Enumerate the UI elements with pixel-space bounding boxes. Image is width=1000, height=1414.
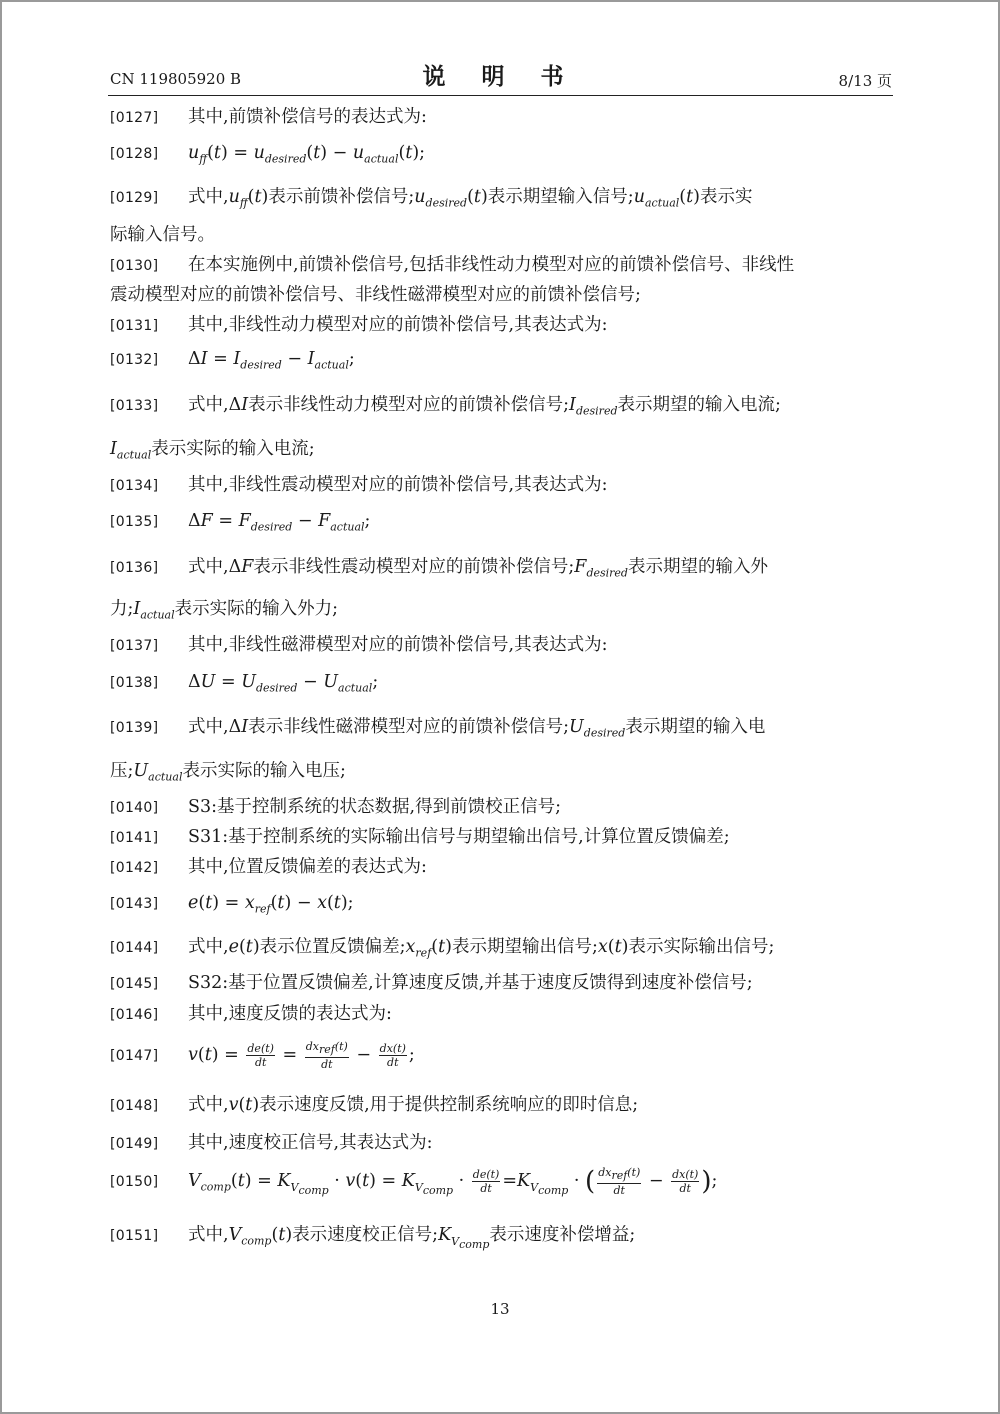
paragraph-text: 表示前馈补偿信号; — [268, 187, 415, 207]
paragraph-number: [0128] — [110, 146, 159, 162]
paragraph-text: 式中, — [188, 1225, 229, 1245]
paragraph-0134 — [110, 466, 893, 505]
paragraph-0151 — [110, 1216, 893, 1264]
paragraph-text: 表示期望输出信号; — [451, 937, 598, 957]
paragraph-text: 其中,非线性震动模型对应的前馈补偿信号,其表达式为: — [188, 475, 608, 495]
paragraph-text: 表示期望的输入电流; — [617, 395, 781, 415]
paragraph-text: 表示速度反馈,用于提供控制系统响应的即时信息; — [259, 1095, 639, 1115]
fraction: $\frac{dx_{ref}(t)}{dt}$ — [598, 1166, 641, 1197]
symbol-iactual: $I_{actual}$ — [110, 439, 152, 462]
paragraph-text: S3:基于控制系统的状态数据,得到前馈校正信号; — [188, 797, 561, 817]
paragraph-text: 表示实际输出信号; — [628, 937, 775, 957]
formula-e: $e(t) = x_{ref}(t) - x(t)$; — [188, 893, 354, 916]
paragraph-number: [0131] — [110, 318, 159, 334]
paragraph-number: [0147] — [110, 1048, 159, 1064]
paragraph-text: 式中, — [188, 187, 229, 207]
symbol-v: v(t) — [228, 1095, 260, 1115]
paragraph-number: [0130] — [110, 258, 159, 274]
paragraph-text: 式中, — [188, 717, 229, 737]
symbol-uactual: $U_{actual}$ — [133, 761, 183, 784]
paragraph-text: 式中, — [188, 395, 229, 415]
paragraph-number: [0148] — [110, 1098, 159, 1114]
formula-uff: $u_{ff}(t) = u_{desired}(t) - u_{actual}(t)$; — [188, 143, 426, 166]
symbol-delta-f: ΔF — [228, 557, 254, 577]
paragraph-text: 表示期望输入信号; — [487, 187, 634, 207]
symbol-udesired: $u_{desired}(t)$ — [414, 187, 488, 210]
paragraph-text: 其中,速度反馈的表达式为: — [188, 1004, 392, 1024]
paragraph-text: 其中,位置反馈偏差的表达式为: — [188, 857, 427, 877]
paragraph-text: 表示非线性动力模型对应的前馈补偿信号; — [248, 395, 570, 415]
paragraph-text: 表示实际的输入外力; — [174, 599, 339, 619]
document-title: 说 明 书 — [422, 63, 578, 90]
paragraph-0127 — [110, 98, 893, 137]
paragraph-0133 — [110, 386, 893, 431]
paragraph-text: 表示速度校正信号; — [292, 1225, 439, 1245]
header-rule — [108, 95, 893, 96]
fraction: $\frac{dx(t)}{dt}$ — [672, 1168, 699, 1195]
paragraph-0142 — [110, 848, 893, 887]
paragraph-text: 震动模型对应的前馈补偿信号、非线性磁滞模型对应的前馈补偿信号; — [110, 285, 641, 305]
symbol-x: x(t) — [597, 937, 629, 957]
paragraph-text: 式中, — [188, 557, 229, 577]
paragraph-0143 — [110, 884, 893, 929]
paragraph-text: 表示实际的输入电流; — [151, 439, 315, 459]
paragraph-number: [0144] — [110, 940, 159, 956]
formula-delta-i: $\Delta I = I_{desired} - I_{actual}$; — [188, 349, 355, 372]
paragraph-text: 表示非线性磁滞模型对应的前馈补偿信号; — [248, 717, 570, 737]
paragraph-0137 — [110, 626, 893, 665]
paragraph-text: 压; — [110, 761, 134, 781]
paragraph-0146 — [110, 995, 893, 1034]
paragraph-text: 力; — [110, 599, 134, 619]
paragraph-number: [0127] — [110, 110, 159, 126]
paragraph-number: [0145] — [110, 976, 159, 992]
symbol-uactual: $u_{actual}(t)$ — [633, 187, 700, 210]
paragraph-text: 际输入信号。 — [110, 225, 215, 245]
paragraph-text: 其中,前馈补偿信号的表达式为: — [188, 107, 427, 127]
paragraph-text: S31:基于控制系统的实际输出信号与期望输出信号,计算位置反馈偏差; — [188, 827, 730, 847]
paragraph-text: 表示实际的输入电压; — [182, 761, 346, 781]
symbol-udesired: $U_{desired}$ — [569, 717, 626, 740]
paragraph-number: [0136] — [110, 560, 159, 576]
paragraph-text: 表示实 — [699, 187, 753, 207]
paragraph-0128 — [110, 134, 893, 179]
paragraph-number: [0135] — [110, 514, 159, 530]
paragraph-number: [0150] — [110, 1174, 159, 1190]
paragraph-text: 其中,速度校正信号,其表达式为: — [188, 1133, 433, 1153]
page-number: 13 — [490, 1300, 510, 1318]
paragraph-0148 — [110, 1086, 893, 1125]
fraction: $\frac{de(t)}{dt}$ — [247, 1042, 274, 1069]
paragraph-number: [0151] — [110, 1228, 159, 1244]
paragraph-0139 — [110, 708, 893, 753]
paragraph-number: [0149] — [110, 1136, 159, 1152]
paragraph-text: 表示速度补偿增益; — [489, 1225, 636, 1245]
paragraph-0135 — [110, 502, 893, 547]
fraction: $\frac{dx(t)}{dt}$ — [379, 1042, 406, 1069]
page-indicator: 8/13 页 — [838, 72, 892, 90]
paragraph-number: [0132] — [110, 352, 159, 368]
paragraph-text: 其中,非线性磁滞模型对应的前馈补偿信号,其表达式为: — [188, 635, 608, 655]
paragraph-text: 在本实施例中,前馈补偿信号,包括非线性动力模型对应的前馈补偿信号、非线性 — [188, 255, 795, 275]
formula-delta-f: $\Delta F = F_{desired} - F_{actual}$; — [188, 511, 371, 534]
paragraph-number: [0134] — [110, 478, 159, 494]
paragraph-number: [0139] — [110, 720, 159, 736]
symbol-vcomp: $V_{comp}(t)$ — [228, 1225, 293, 1248]
formula-v: v(t) = $\frac{de(t)}{dt}$ = $\frac{dx_{ref}(t)}{dt}$ − $\frac{dx(t)}{dt}$ ; — [188, 1040, 415, 1071]
paragraph-number: [0146] — [110, 1007, 159, 1023]
paragraph-text: 表示非线性震动模型对应的前馈补偿信号; — [253, 557, 575, 577]
formula-delta-u: $\Delta U = U_{desired} - U_{actual}$; — [188, 672, 379, 695]
paragraph-text: 式中, — [188, 937, 229, 957]
symbol-iactual: $I_{actual}$ — [133, 599, 175, 622]
symbol-e: e(t) — [228, 937, 260, 957]
paragraph-0132 — [110, 340, 893, 385]
paragraph-number: [0137] — [110, 638, 159, 654]
paragraph-number: [0140] — [110, 800, 159, 816]
symbol-uff: $u_{ff}(t)$ — [228, 187, 269, 210]
fraction: $\frac{dx_{ref}(t)}{dt}$ — [305, 1040, 348, 1071]
symbol-fdesired: $F_{desired}$ — [574, 557, 628, 580]
paragraph-number: [0129] — [110, 190, 159, 206]
paragraph-text: 式中, — [188, 1095, 229, 1115]
paragraph-text: 表示位置反馈偏差; — [259, 937, 406, 957]
patent-number: CN 119805920 B — [110, 70, 242, 88]
paragraph-number: [0142] — [110, 860, 159, 876]
paragraph-number: [0143] — [110, 896, 159, 912]
paragraph-0149 — [110, 1124, 893, 1163]
paragraph-text: 表示期望的输入外 — [627, 557, 768, 577]
paragraph-text: S32:基于位置反馈偏差,计算速度反馈,并基于速度反馈得到速度补偿信号; — [188, 973, 753, 993]
paragraph-number: [0138] — [110, 675, 159, 691]
paragraph-number: [0141] — [110, 830, 159, 846]
symbol-delta-i: ΔI — [228, 395, 249, 415]
fraction: $\frac{de(t)}{dt}$ — [472, 1168, 500, 1195]
paragraph-number: [0133] — [110, 398, 159, 414]
paragraph-text: 其中,非线性动力模型对应的前馈补偿信号,其表达式为: — [188, 315, 608, 335]
paragraph-text: 表示期望的输入电 — [625, 717, 766, 737]
symbol-kvcomp: $K_{V_{comp}}$ — [438, 1225, 490, 1251]
paragraph-0147 — [110, 1036, 893, 1075]
symbol-idesired: $I_{desired}$ — [569, 395, 618, 418]
paragraph-0150 — [110, 1162, 893, 1210]
symbol-delta-i: ΔI — [228, 717, 249, 737]
paragraph-0136 — [110, 548, 893, 593]
paragraph-0138 — [110, 663, 893, 708]
symbol-xref: $x_{ref}(t)$ — [405, 937, 452, 960]
formula-vcomp: $V_{comp}(t) = K_{V_{comp}} \cdot v(t) = K_{V_{comp}}$ · $\frac{de(t)}{dt}$ $=K_{V_{comp}}$ · ( $\frac{dx_{ref}(t)}{dt}$ − $\frac{dx(t)}{dt}$ ); — [188, 1166, 718, 1197]
